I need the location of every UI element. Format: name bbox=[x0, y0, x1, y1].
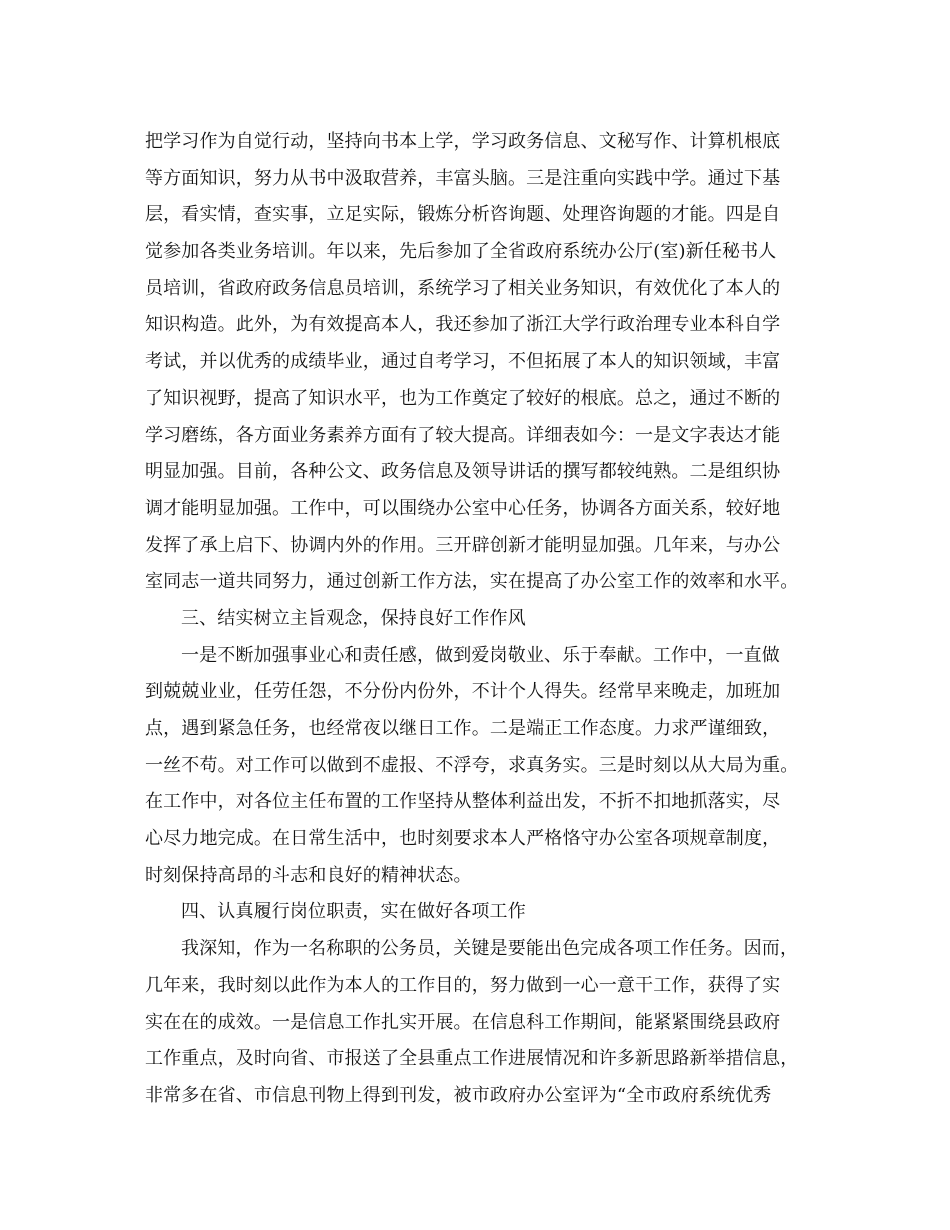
text-line: 觉参加各类业务培训。年以来，先后参加了全省政府系统办公厅(室)新任秘书人 bbox=[145, 241, 777, 263]
text-line: 在工作中，对各位主任布置的工作坚持从整体利益出发，不折不扣地抓落实，尽 bbox=[145, 791, 781, 813]
text-line: 知识构造。此外，为有效提高本人，我还参加了浙江大学行政治理专业本科自学 bbox=[145, 314, 781, 336]
document-body bbox=[145, 124, 810, 1115]
text-line: 非常多在省、市信息刊物上得到刊发，被市政府办公室评为“全市政府系统优秀 bbox=[145, 1084, 772, 1106]
text-line: 点，遇到紧急任务，也经常夜以继日工作。二是端正工作态度。力求严谨细致， bbox=[145, 718, 781, 739]
text-line: 室同志一道共同努力，通过创新工作方法，实在提高了办公室工作的效率和水平。 bbox=[145, 571, 799, 593]
text-line: 实在在的成效。一是信息工作扎实开展。在信息科工作期间，能紧紧围绕县政府 bbox=[145, 1011, 781, 1033]
text-line: 时刻保持高昂的斗志和良好的精神状态。 bbox=[145, 864, 472, 886]
text-line: 了知识视野，提高了知识水平，也为工作奠定了较好的根底。总之，通过不断的 bbox=[145, 387, 781, 409]
text-line: 把学习作为自觉行动，坚持向书本上学，学习政务信息、文秘写作、计算机根底 bbox=[145, 131, 781, 152]
text-line: 发挥了承上启下、协调内外的作用。三开辟创新才能明显加强。几年来，与办公 bbox=[145, 534, 781, 556]
text-line: 明显加强。目前，各种公文、政务信息及领导讲话的撰写都较纯熟。二是组织协 bbox=[145, 461, 781, 483]
text-line: 一丝不苟。对工作可以做到不虚报、不浮夸，求真务实。三是时刻以从大局为重。 bbox=[145, 754, 799, 776]
text-line: 几年来，我时刻以此作为本人的工作目的，努力做到一心一意干工作，获得了实 bbox=[145, 974, 781, 996]
text-line: 等方面知识，努力从书中汲取营养，丰富头脑。三是注重向实践中学。通过下基 bbox=[145, 167, 781, 189]
text-line: 考试，并以优秀的成绩毕业，通过自考学习，不但拓展了本人的知识领域，丰富 bbox=[145, 351, 781, 373]
text-line: 学习磨练，各方面业务素养方面有了较大提高。详细表如今：一是文字表达才能 bbox=[145, 424, 781, 446]
text-line: 四、认真履行岗位职责，实在做好各项工作 bbox=[181, 901, 526, 923]
text-line: 一是不断加强事业心和责任感，做到爱岗敬业、乐于奉献。工作中，一直做 bbox=[181, 644, 780, 666]
text-line: 心尽力地完成。在日常生活中，也时刻要求本人严格恪守办公室各项规章制度， bbox=[145, 828, 781, 850]
text-line: 我深知，作为一名称职的公务员，关键是要能出色完成各项工作任务。因而， bbox=[181, 938, 799, 960]
text-line: 层，看实情，查实事，立足实际，锻炼分析咨询题、处理咨询题的才能。四是自 bbox=[145, 204, 781, 226]
text-line: 工作重点，及时向省、市报送了全县重点工作进展情况和许多新思路新举措信息， bbox=[145, 1048, 799, 1070]
text-line: 员培训，省政府政务信息员培训，系统学习了相关业务知识，有效优化了本人的 bbox=[145, 277, 781, 299]
text-line: 三、结实树立主旨观念，保持良好工作作风 bbox=[181, 607, 526, 629]
text-line: 调才能明显加强。工作中，可以围绕办公室中心任务，协调各方面关系，较好地 bbox=[145, 497, 781, 519]
text-line: 到兢兢业业，任劳任怨，不分份内份外，不计个人得失。经常早来晚走，加班加 bbox=[145, 681, 781, 703]
